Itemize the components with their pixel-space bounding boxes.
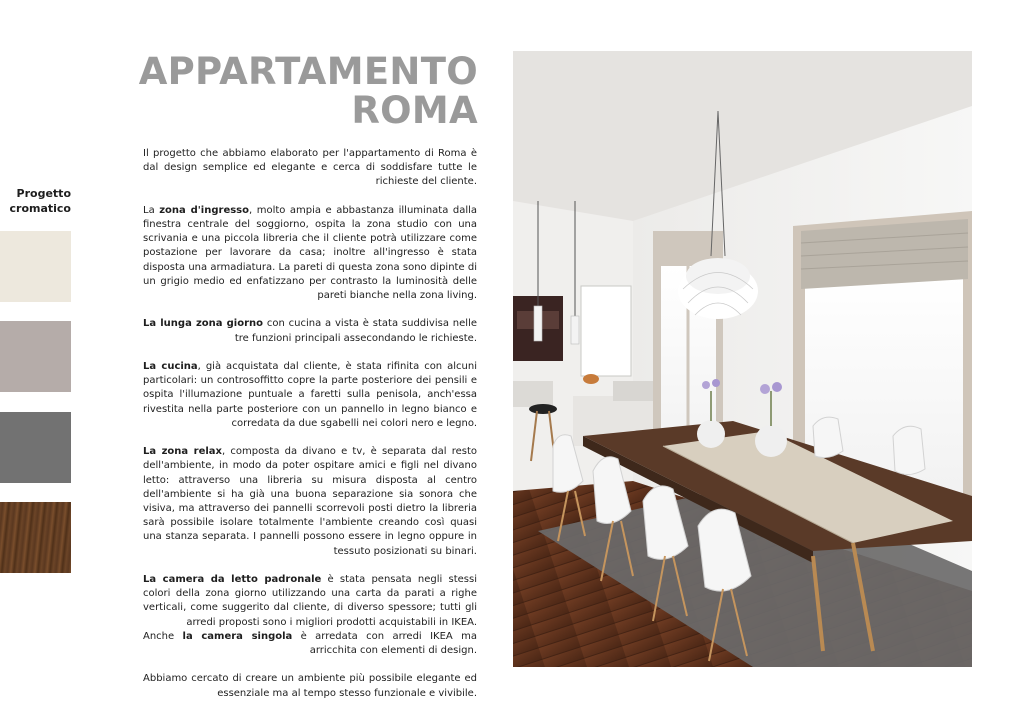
swatch-cream — [0, 231, 71, 302]
paragraph-kitchen: La cucina, già acquistata dal cliente, è stata rifinita con alcuni particolari: un controsoffitto copre la parte posteriore dei pensili e ospita l'illumazione puntuale a faretti sulla penisola, anch'essa rivestita nella parte posteriore con un pannello in legno bianco e corredata da due sgabelli nei colori nero e legno. — [143, 361, 477, 429]
paragraph-intro: Il progetto che abbiamo elaborato per l'appartamento di Roma è dal design semplice ed elegante e cerca di soddisfare tutte le richieste del cliente. — [143, 148, 477, 188]
page-title — [130, 52, 478, 130]
bold-living: La lunga zona giorno — [143, 318, 264, 330]
bold-bedroom: La camera da letto padronale — [143, 574, 322, 586]
swatch-grey — [0, 412, 71, 483]
palette-label-line-1: Progetto — [16, 187, 71, 200]
palette-label-line-2: cromatico — [9, 202, 71, 215]
interior-render-image — [513, 51, 972, 667]
palette-label — [0, 186, 71, 216]
paragraph-entrance: La zona d'ingresso, molto ampia e abbastanza illuminata dalla finestra centrale del soggiorno, ospita la zona studio con una scrivania e una piccola libreria che il cliente potrà utilizzare come postazione per lavorare da casa; inoltre all'ingresso è stata disposta una armadiatura. La pareti di questa zona sono dipinte di un grigio medio ed enfatizzano per contrasto la luminosità delle pareti bianche nella zona living. — [143, 204, 478, 302]
swatch-taupe — [0, 321, 71, 392]
swatch-walnut-wood — [0, 502, 71, 573]
bold-single-room: la camera singola — [182, 630, 293, 642]
bold-relax: La zona relax — [143, 446, 222, 458]
paragraph-living: La lunga zona giorno con cucina a vista è stata suddivisa nelle tre funzioni principali assecondando le richieste. — [143, 318, 477, 344]
paragraph-bedroom: La camera da letto padronale è stata pensata negli stessi colori della zona giorno utilizzando una carta da parati a righe verticali, come suggerito dal cliente, di diverso spessore; tutti gli arredi proposti sono i migliori prodotti acquistabili in IKEA. Anche la camera singola è arredata con arredi IKEA ma arricchita con elementi di design. — [143, 574, 477, 657]
paragraph-relax: La zona relax, composta da divano e tv, è separata dal resto dell'ambiente, in modo da poter ospitare amici e figli nel divano letto: attraverso una libreria su misura disposta al centro dell'ambiente si ha già una buona separazione sia sonora che visiva, ma attraverso dei pannelli scorrevoli posti dietro la libreria sarà possibile isolare totalmente l'ambiente creando così quasi una stanza separata. I pannelli possono essere in legno oppure in tessuto posizionati su binari. — [143, 446, 478, 557]
bold-kitchen: La cucina — [143, 361, 198, 372]
paragraph-conclusion: Abbiamo cercato di creare un ambiente più possibile elegante ed essenziale ma al tempo stesso funzionale e vivibile. — [143, 673, 477, 699]
title-line-1: APPARTAMENTO — [138, 50, 478, 93]
title-line-2: ROMA — [351, 89, 478, 132]
bold-entrance: zona d'ingresso — [159, 204, 250, 216]
description-text — [143, 147, 477, 715]
